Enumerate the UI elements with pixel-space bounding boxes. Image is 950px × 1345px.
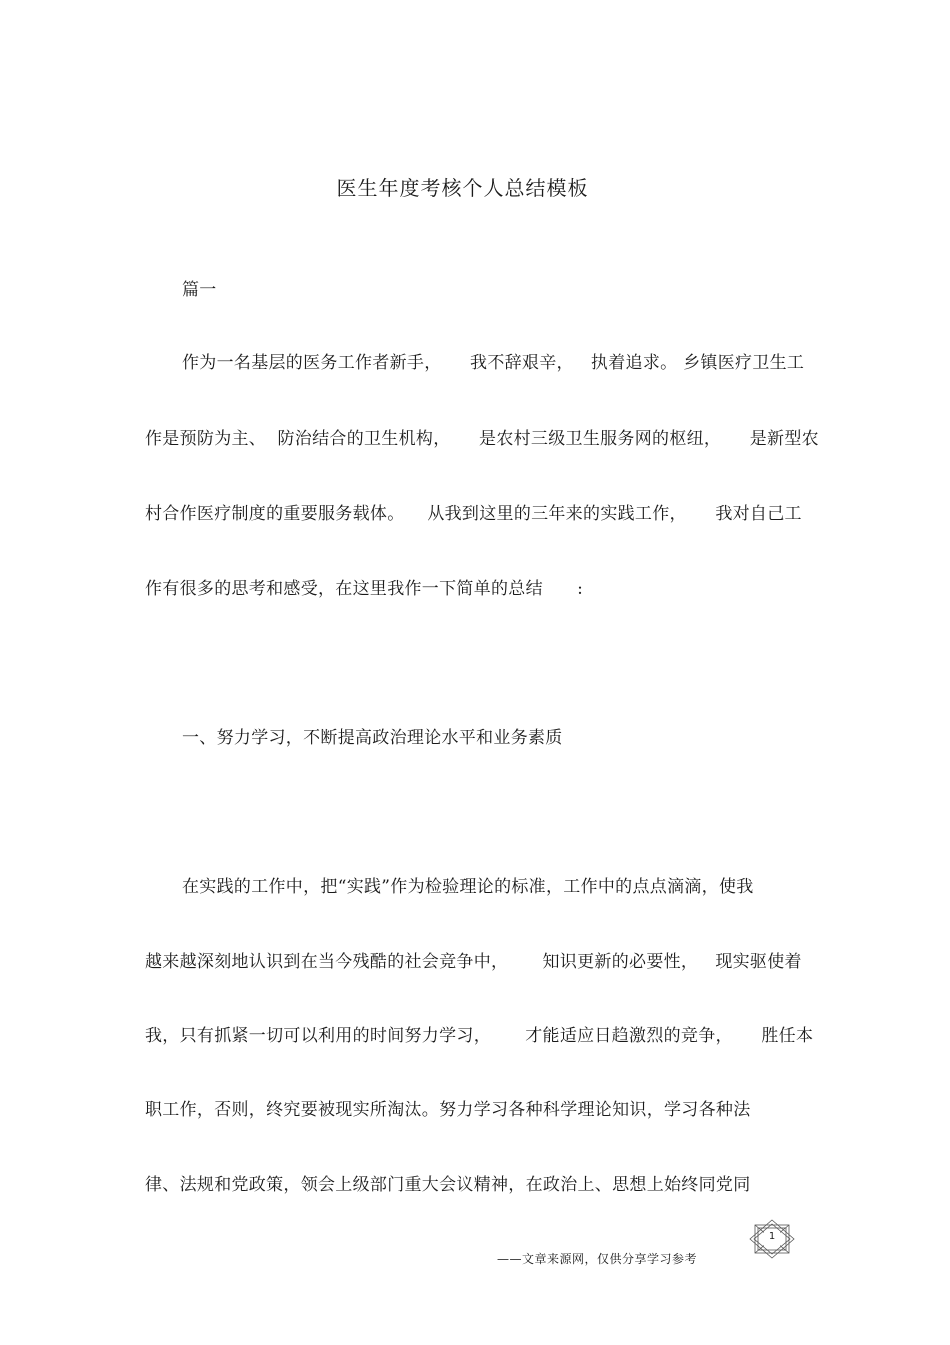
- document-title: 医生年度考核个人总结模板: [336, 176, 589, 200]
- footer-source-note: ——文章来源网，仅供分享学习参考: [497, 1252, 698, 1266]
- section-label: 篇一: [182, 280, 217, 300]
- body-line-4: 职工作，否则，终究要被现实所淘汰。努力学习各种科学理论知识，学习各种法: [145, 1100, 751, 1120]
- page-number-badge: [749, 1219, 795, 1259]
- body-line-1: 在实践的工作中，把“实践”作为检验理论的标准，工作中的点点滴滴，使我: [182, 877, 754, 897]
- intro-line-3: 村合作医疗制度的重要服务载体。 从我到这里的三年来的实践工作， 我对自己工: [145, 504, 802, 524]
- intro-line-2: 作是预防为主、 防治结合的卫生机构， 是农村三级卫生服务网的枢纽， 是新型农: [145, 429, 819, 449]
- body-line-3: 我，只有抓紧一切可以利用的时间努力学习， 才能适应日趋激烈的竞争， 胜任本: [145, 1026, 814, 1046]
- page-number: 1: [768, 1231, 776, 1242]
- intro-line-1: 作为一名基层的医务工作者新手， 我不辞艰辛， 执着追求。 乡镇医疗卫生工: [182, 353, 805, 373]
- body-line-2: 越来越深刻地认识到在当今残酷的社会竞争中， 知识更新的必要性， 现实驱使着: [145, 952, 802, 972]
- body-line-5: 律、法规和党政策，领会上级部门重大会议精神，在政治上、思想上始终同党同: [145, 1175, 751, 1195]
- intro-line-4: 作有很多的思考和感受，在这里我作一下简单的总结 :: [145, 579, 584, 599]
- section-heading-1: 一、努力学习，不断提高政治理论水平和业务素质: [182, 728, 563, 748]
